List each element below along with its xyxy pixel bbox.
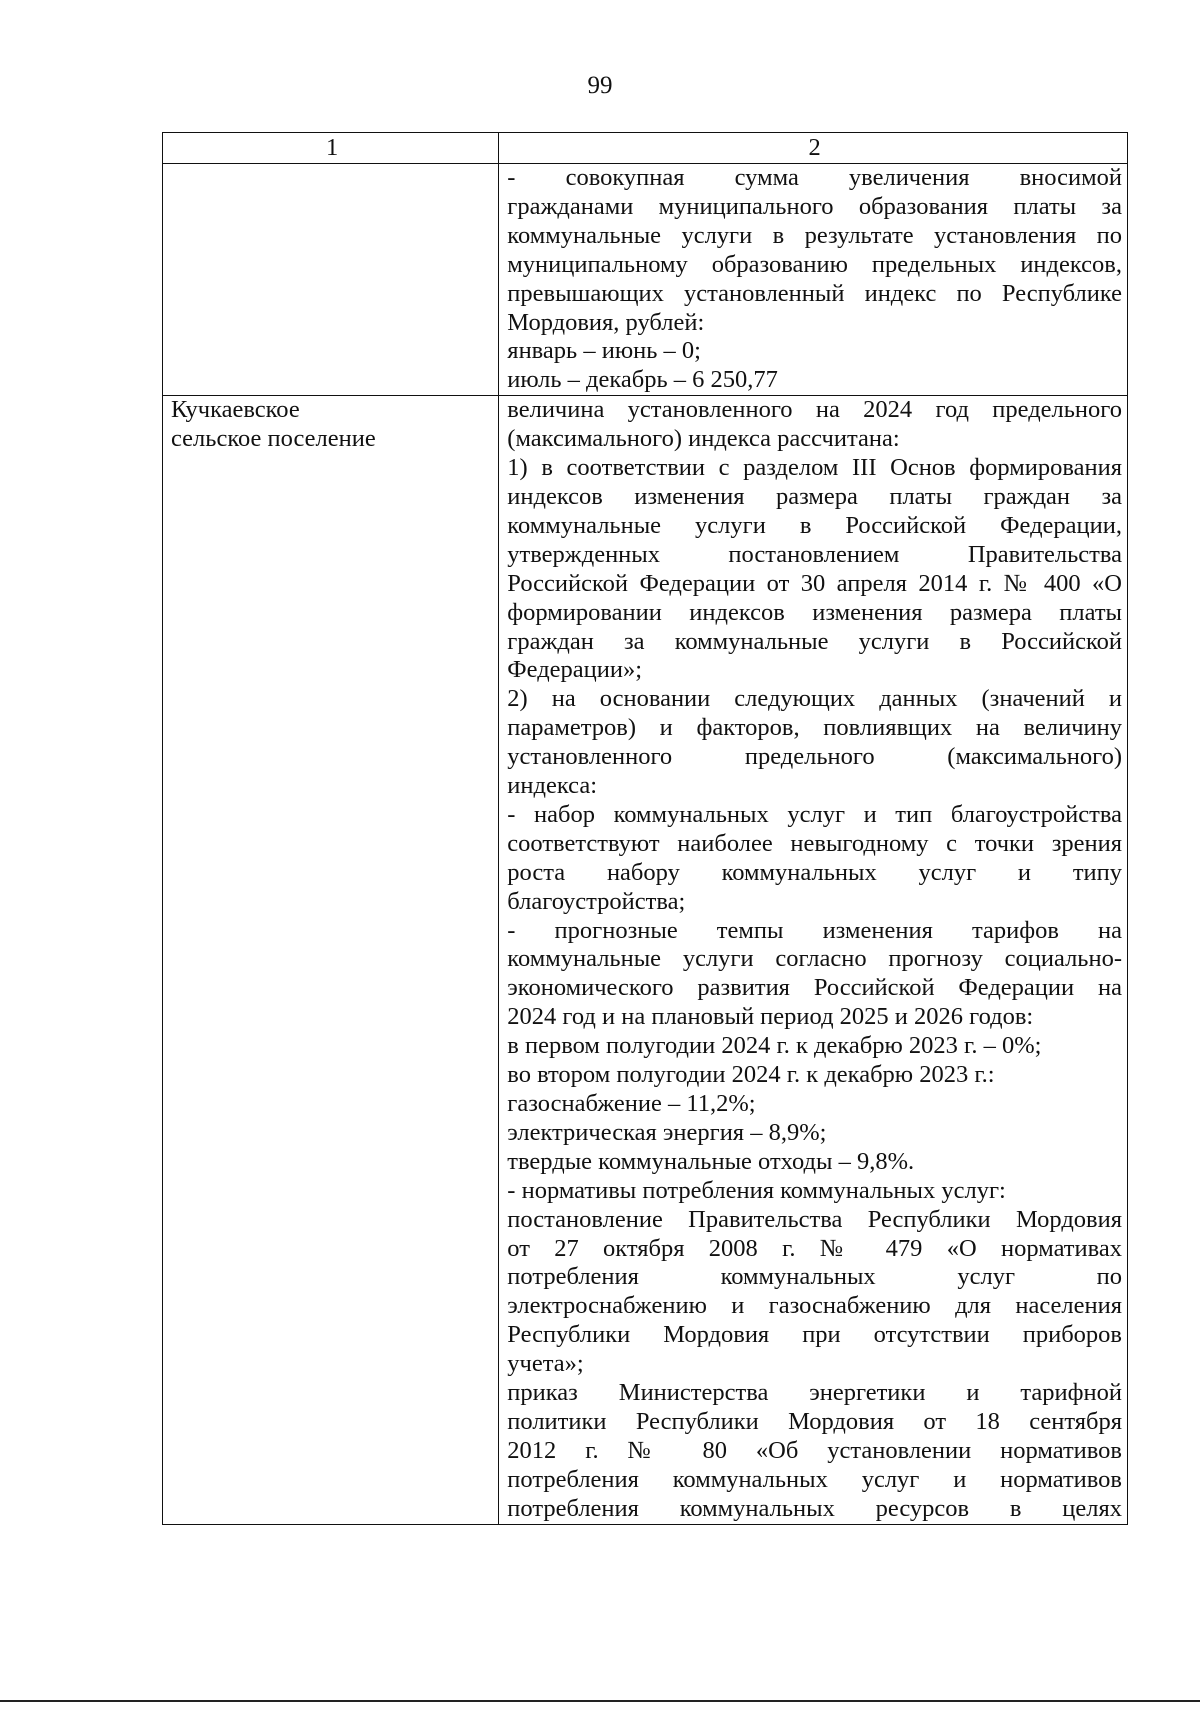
row2-col1-cell	[163, 396, 499, 1524]
cell-text-line: Республики Мордовия при отсутствии приборов	[507, 1321, 1122, 1349]
cell-text-line: граждан за коммунальные услуги в Российской	[507, 627, 1122, 655]
cell-text-line: 2024 год и на плановый период 2025 и 2026 годов:	[507, 1003, 1034, 1031]
cell-text-line: учета»;	[507, 1350, 584, 1378]
cell-text-line: 2012 г. № 80 «Об установлении нормативов	[507, 1436, 1122, 1464]
cell-text-line: параметров) и факторов, повлиявщих на величину	[507, 714, 1122, 742]
cell-text-line: июль – декабрь – 6 250,77	[507, 366, 778, 394]
table-row-kuchkaevskoe	[163, 396, 1128, 1524]
cell-text-line: величина установленного на 2024 год предельного	[507, 396, 1122, 424]
cell-text-line: сельское поселение	[171, 425, 376, 453]
cell-text-line: коммунальные услуги в результате установления по	[507, 221, 1122, 249]
cell-text-line: Российской Федерации от 30 апреля 2014 г. № 400 «О	[507, 569, 1122, 597]
cell-text-line: потребления коммунальных услуг по	[507, 1263, 1122, 1291]
table-header-row	[163, 133, 1128, 164]
cell-text-line: роста набору коммунальных услуг и типу	[507, 858, 1122, 886]
cell-text-line: утвержденных постановлением Правительства	[507, 540, 1122, 568]
cell-text-line: политики Республики Мордовия от 18 сентября	[507, 1407, 1122, 1435]
cell-text-line: во втором полугодии 2024 г. к декабрю 2023 г.:	[507, 1061, 995, 1089]
cell-text-line: газоснабжение – 11,2%;	[507, 1090, 756, 1117]
cell-text-line: - набор коммунальных услуг и тип благоустройства	[507, 800, 1122, 828]
row2-col2-cell	[499, 396, 1128, 1524]
row1-col1-cell	[163, 164, 499, 396]
cell-text-line: Мордовия, рублей:	[507, 308, 705, 336]
cell-text-line: муниципальному образованию предельных индексов,	[507, 250, 1122, 278]
cell-text-line: постановление Правительства Республики Мордовия	[507, 1205, 1122, 1233]
cell-text-line: благоустройства;	[507, 887, 686, 915]
cell-text-line: Кучкаевское	[171, 396, 300, 424]
cell-text-line: январь – июнь – 0;	[507, 337, 701, 365]
cell-text-line: индексов изменения размера платы граждан за	[507, 482, 1122, 510]
cell-text-line: (максимального) индекса рассчитана:	[507, 425, 900, 453]
cell-text-line: в первом полугодии 2024 г. к декабрю 2023 г. – 0%;	[507, 1032, 1042, 1060]
cell-text-line: экономического развития Российской Федерации на	[507, 974, 1122, 1002]
cell-text-line: 2) на основании следующих данных (значений и	[507, 685, 1122, 713]
cell-text-line: коммунальные услуги в Российской Федерации,	[507, 511, 1122, 539]
cell-text-line: индекса:	[507, 772, 598, 800]
cell-text-line: - нормативы потребления коммунальных услуг:	[507, 1176, 1006, 1204]
cell-text-line: от 27 октября 2008 г. № 479 «О нормативах	[507, 1234, 1122, 1262]
row1-col2-cell	[499, 164, 1128, 396]
cell-text-line: электрическая энергия – 8,9%;	[507, 1118, 827, 1146]
cell-text-line: - прогнозные темпы изменения тарифов на	[507, 916, 1122, 944]
document-table	[162, 132, 1128, 1525]
cell-text-line: электроснабжению и газоснабжению для населения	[507, 1292, 1122, 1320]
page-number: 99	[587, 72, 613, 99]
header-col-2: 2	[499, 133, 1128, 164]
cell-text-line: Федерации»;	[507, 656, 643, 684]
cell-text-line: установленного предельного (максимального)	[507, 743, 1122, 771]
cell-text-line: соответствуют наиболее невыгодному с точки зрения	[507, 829, 1122, 857]
scan-bottom-edge	[0, 1700, 1200, 1719]
cell-text-line: 1) в соответствии с разделом III Основ формирования	[507, 454, 1122, 482]
table-row-continuation	[163, 164, 1128, 396]
cell-text-line: формировании индексов изменения размера платы	[507, 598, 1122, 626]
cell-text-line: - совокупная сумма увеличения вносимой	[507, 164, 1122, 191]
cell-text-line: коммунальные услуги согласно прогнозу социально-	[507, 945, 1122, 973]
cell-text-line: твердые коммунальные отходы – 9,8%.	[507, 1147, 915, 1175]
header-col-1: 1	[163, 133, 499, 164]
cell-text-line: гражданами муниципального образования платы за	[507, 192, 1122, 220]
cell-text-line: потребления коммунальных ресурсов в целях	[507, 1494, 1122, 1522]
cell-text-line: приказ Министерства энергетики и тарифной	[507, 1379, 1122, 1407]
cell-text-line: превышающих установленный индекс по Республике	[507, 279, 1122, 307]
cell-text-line: потребления коммунальных услуг и нормативов	[507, 1465, 1122, 1493]
